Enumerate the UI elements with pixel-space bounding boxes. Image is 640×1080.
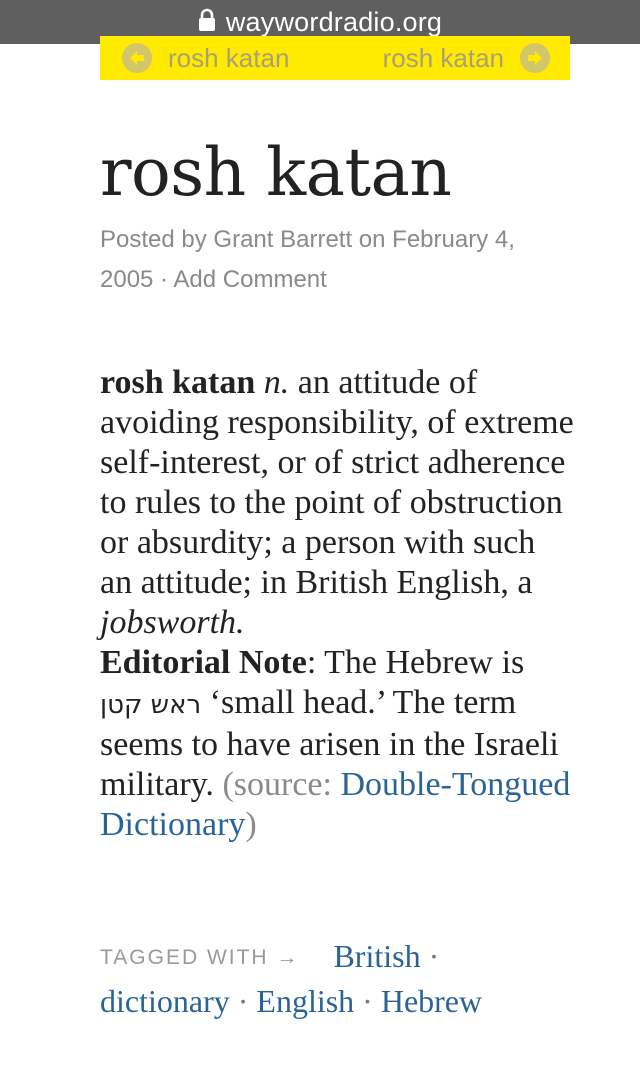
url-text: waywordradio.org — [225, 6, 443, 37]
editorial-note-label: Editorial Note — [100, 644, 307, 681]
add-comment-link[interactable]: Add Comment — [173, 266, 327, 293]
note-text-1: : The Hebrew is — [306, 644, 525, 681]
source-open: (source: — [222, 766, 341, 803]
post-navigation — [100, 36, 570, 80]
source-close: ) — [245, 806, 257, 843]
arrow-left-icon — [122, 43, 152, 73]
tag-separator: · — [428, 938, 440, 974]
meta-on: on — [352, 226, 393, 253]
tag-link-british[interactable]: British — [333, 938, 421, 974]
tag-link-english[interactable]: English — [256, 983, 355, 1019]
previous-post-label: rosh katan — [168, 42, 290, 73]
meta-separator: · — [153, 266, 174, 293]
tag-link-hebrew[interactable]: Hebrew — [380, 983, 483, 1019]
meta-prefix: Posted by — [100, 226, 214, 253]
note-text-2: ‘small head.’ The term seems to have arisen in the Israeli military. — [100, 684, 559, 803]
previous-post-link[interactable] — [122, 38, 289, 78]
tag-link-dictionary[interactable]: dictionary — [100, 983, 230, 1019]
next-post-link[interactable] — [383, 38, 550, 78]
tags-section — [100, 936, 570, 1021]
hebrew-term: ראש קטן — [100, 690, 202, 720]
post-title: rosh katan — [100, 134, 452, 211]
part-of-speech: n. — [263, 364, 290, 401]
tagged-with-label: TAGGED WITH → — [100, 946, 300, 969]
headword: rosh katan — [100, 364, 256, 401]
post-meta — [100, 220, 570, 300]
definition-text: an attitude of avoiding responsibility, of extreme self-interest, or of strict adherence to rules to the point of obstruction or absurdity; a person with such an attitude; in British English, a — [100, 364, 574, 601]
next-post-label: rosh katan — [382, 42, 504, 73]
author-link[interactable]: Grant Barrett — [213, 226, 353, 253]
jobsworth-term: jobsworth. — [100, 604, 245, 641]
post-date: February 4, 2005 — [100, 226, 515, 293]
tag-separator: · — [362, 983, 373, 1019]
tag-separator: · — [237, 983, 249, 1019]
source-link[interactable]: Double-Tongued Dictionary — [100, 766, 571, 843]
arrow-right-icon — [520, 43, 550, 73]
entry-content — [100, 363, 575, 845]
lock-icon — [198, 8, 216, 32]
